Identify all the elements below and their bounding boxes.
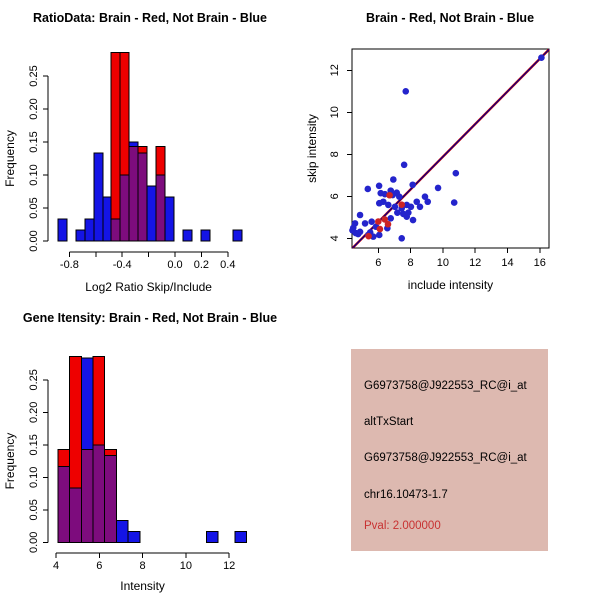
svg-text:skip intensity: skip intensity <box>305 114 319 183</box>
intensity-scatter-plot <box>300 0 600 300</box>
svg-text:12: 12 <box>469 257 482 269</box>
svg-text:0.20: 0.20 <box>28 98 40 120</box>
svg-text:Frequency: Frequency <box>3 432 17 490</box>
svg-text:0.10: 0.10 <box>28 164 40 186</box>
svg-text:include intensity: include intensity <box>407 278 494 292</box>
svg-text:0.10: 0.10 <box>28 466 40 489</box>
info-line-probe-id: G6973758@J922553_RC@i_at <box>364 380 527 392</box>
info-line-locus: chr16.10473-1.7 <box>364 489 448 501</box>
info-panel <box>351 349 548 551</box>
gene-histogram-title: Gene Itensity: Brain - Red, Not Brain - Blue <box>22 311 278 325</box>
svg-text:0.15: 0.15 <box>28 434 40 456</box>
ratio-histogram-plot <box>0 0 300 300</box>
svg-text:8: 8 <box>139 560 146 572</box>
quadrant-info <box>300 300 600 600</box>
svg-text:12: 12 <box>329 64 341 77</box>
quadrant-ratio-histogram <box>0 0 300 300</box>
svg-text:12: 12 <box>223 560 236 572</box>
quadrant-gene-histogram <box>0 300 300 600</box>
svg-text:Frequency: Frequency <box>3 130 17 187</box>
quadrant-intensity-scatter <box>300 0 600 300</box>
svg-text:0.15: 0.15 <box>28 131 40 153</box>
svg-text:16: 16 <box>533 257 546 269</box>
svg-text:8: 8 <box>329 151 341 158</box>
svg-text:0.05: 0.05 <box>28 499 40 521</box>
svg-text:0.00: 0.00 <box>28 531 40 554</box>
svg-text:10: 10 <box>329 106 341 119</box>
svg-text:4: 4 <box>329 235 341 242</box>
svg-text:-0.4: -0.4 <box>112 259 132 271</box>
info-line-event-type: altTxStart <box>364 416 414 428</box>
svg-text:0.4: 0.4 <box>220 259 236 271</box>
info-line-probe-id-2: G6973758@J922553_RC@i_at <box>364 452 527 464</box>
svg-text:0.0: 0.0 <box>167 259 183 271</box>
svg-text:10: 10 <box>179 560 193 572</box>
svg-text:0.25: 0.25 <box>28 65 40 87</box>
svg-text:-0.8: -0.8 <box>59 259 79 271</box>
scatter-title: Brain - Red, Not Brain - Blue <box>365 11 535 25</box>
svg-text:10: 10 <box>436 257 450 269</box>
info-line-pval: Pval: 2.000000 <box>364 520 441 532</box>
svg-text:6: 6 <box>96 560 103 572</box>
svg-text:6: 6 <box>375 257 382 269</box>
svg-text:Intensity: Intensity <box>120 579 165 593</box>
gene-histogram-plot <box>0 300 300 600</box>
ratio-histogram-title: RatioData: Brain - Red, Not Brain - Blue <box>32 11 268 25</box>
svg-text:0.05: 0.05 <box>28 197 40 219</box>
svg-text:14: 14 <box>501 257 514 269</box>
svg-text:0.2: 0.2 <box>193 259 210 271</box>
svg-text:8: 8 <box>407 257 414 269</box>
svg-text:6: 6 <box>329 193 341 200</box>
svg-text:0.20: 0.20 <box>28 401 40 424</box>
svg-text:Log2 Ratio Skip/Include: Log2 Ratio Skip/Include <box>85 280 212 294</box>
svg-text:0.00: 0.00 <box>28 230 40 252</box>
svg-text:4: 4 <box>52 560 60 572</box>
svg-text:0.25: 0.25 <box>28 369 40 391</box>
